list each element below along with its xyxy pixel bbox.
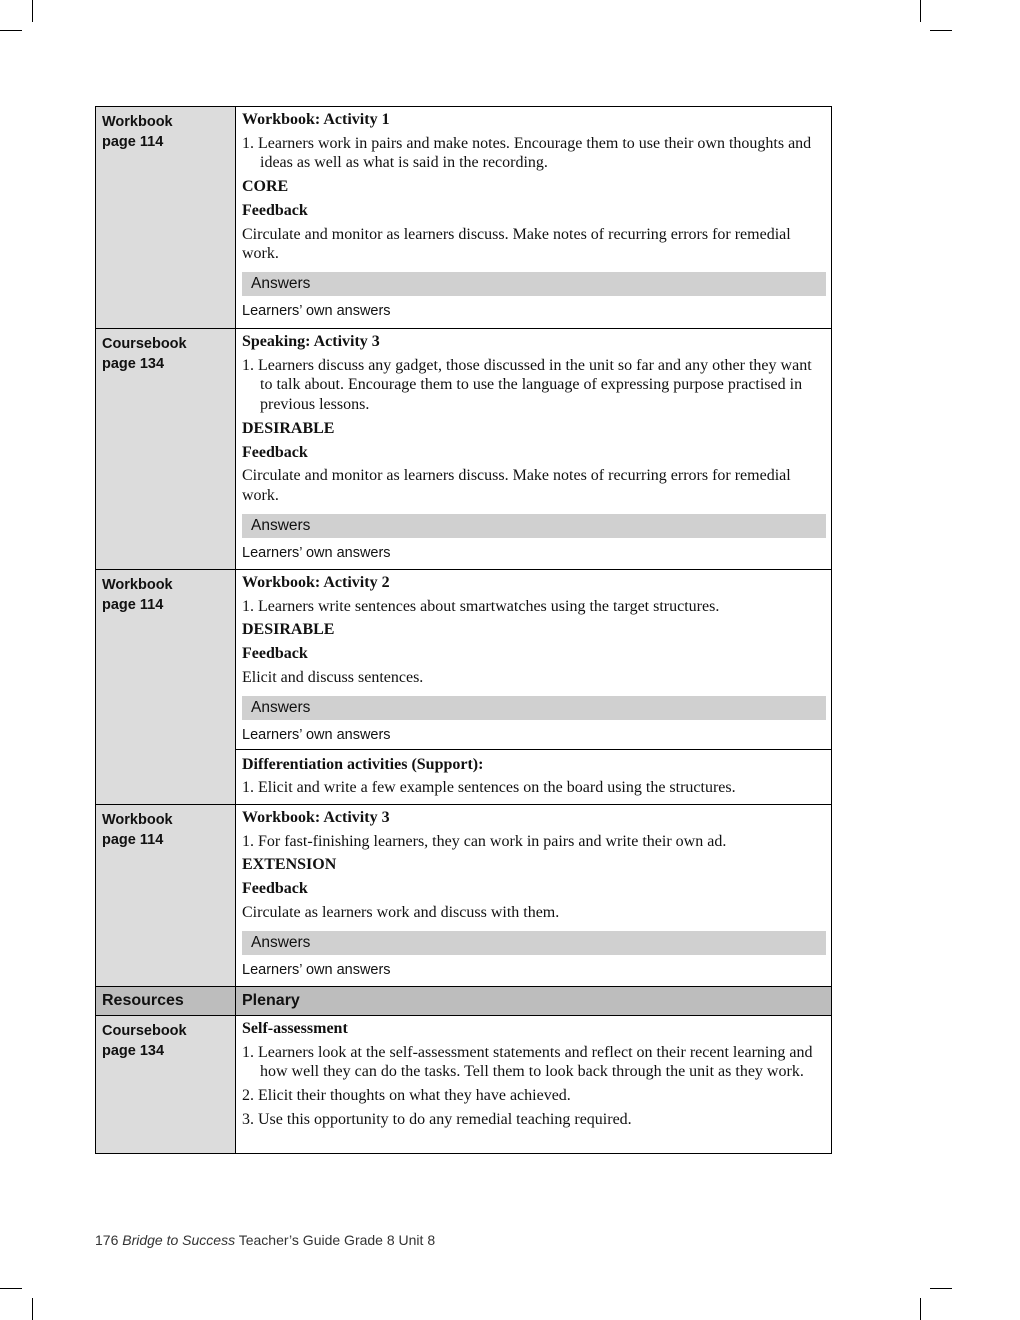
resource-name: Coursebook xyxy=(102,1023,187,1039)
resource-cell xyxy=(96,570,236,804)
activity-title: Workbook: Activity 1 xyxy=(242,111,390,128)
page-number: 176 xyxy=(95,1232,119,1248)
answers-bar: Answers xyxy=(242,931,826,955)
level-label: DESIRABLE xyxy=(242,419,335,437)
activity-title: Speaking: Activity 3 xyxy=(242,333,380,350)
resource-page: page 134 xyxy=(102,1043,165,1059)
activity-step: 1. Learners look at the self-assessment statements and reflect on their recent learning and how well they can do the tasks. Tell them to look back through the unit as they work. xyxy=(242,1043,813,1081)
resource-cell xyxy=(96,805,236,986)
activity-step: 1. Learners work in pairs and make notes. Encourage them to use their own thoughts and ideas as well as what is said in the recording. xyxy=(242,134,812,172)
crop-mark xyxy=(920,1298,921,1320)
activity-cell xyxy=(236,107,831,328)
activity-step: 3. Use this opportunity to do any remedial teaching required. xyxy=(242,1110,632,1128)
section-header-row xyxy=(96,986,831,1015)
level-label: DESIRABLE xyxy=(242,621,335,639)
table-row xyxy=(96,107,831,328)
activity-cell xyxy=(236,805,831,986)
resource-page: page 114 xyxy=(102,134,164,150)
crop-mark xyxy=(32,1298,33,1320)
activity-step: 1. Learners write sentences about smartwatches using the target structures. xyxy=(242,597,720,615)
differentiation-box xyxy=(236,749,831,804)
feedback-heading: Feedback xyxy=(242,880,308,898)
activity-cell xyxy=(236,1016,831,1153)
table-row xyxy=(96,1015,831,1153)
book-title: Bridge to Success xyxy=(122,1232,236,1248)
feedback-text: Circulate and monitor as learners discuss. Make notes of recurring errors for remedial work. xyxy=(242,467,791,504)
resource-name: Workbook xyxy=(102,114,173,130)
plenary-heading: Plenary xyxy=(236,987,831,1015)
activity-title: Workbook: Activity 3 xyxy=(242,809,390,826)
crop-mark xyxy=(32,0,33,22)
footer-subtitle: Teacher’s Guide Grade 8 Unit 8 xyxy=(238,1232,436,1248)
feedback-text: Circulate as learners work and discuss with them. xyxy=(242,903,560,921)
lesson-table xyxy=(95,106,832,1154)
resource-cell xyxy=(96,1016,236,1153)
feedback-heading: Feedback xyxy=(242,443,308,461)
resource-name: Workbook xyxy=(102,812,173,828)
page-footer xyxy=(95,1232,435,1248)
resources-heading: Resources xyxy=(96,987,236,1015)
level-label: EXTENSION xyxy=(242,856,337,874)
activity-cell xyxy=(236,329,831,569)
crop-mark xyxy=(930,30,952,31)
resource-name: Workbook xyxy=(102,577,173,593)
crop-mark xyxy=(930,1288,952,1289)
activity-step: 1. Learners discuss any gadget, those discussed in the unit so far and any other they want to talk about. Encourage them to use the language of expressing purpose practised in previous lessons. xyxy=(242,356,812,414)
table-row xyxy=(96,328,831,569)
resource-name: Coursebook xyxy=(102,336,187,352)
resource-page: page 114 xyxy=(102,597,164,613)
resource-page: page 134 xyxy=(102,356,165,372)
differentiation-step: 1. Elicit and write a few example sentences on the board using the structures. xyxy=(242,779,736,797)
answers-text: Learners’ own answers xyxy=(242,726,391,743)
feedback-heading: Feedback xyxy=(242,201,308,219)
crop-mark xyxy=(0,30,22,31)
resource-cell xyxy=(96,107,236,328)
resource-cell xyxy=(96,329,236,569)
answers-text: Learners’ own answers xyxy=(242,961,391,978)
activity-cell xyxy=(236,570,831,804)
crop-mark xyxy=(0,1288,22,1289)
crop-mark xyxy=(920,0,921,22)
table-row xyxy=(96,569,831,804)
differentiation-title: Differentiation activities (Support): xyxy=(242,755,484,773)
feedback-heading: Feedback xyxy=(242,645,308,663)
answers-bar: Answers xyxy=(242,272,826,296)
answers-bar: Answers xyxy=(242,696,826,720)
answers-text: Learners’ own answers xyxy=(242,544,391,561)
activity-step: 1. For fast-finishing learners, they can work in pairs and write their own ad. xyxy=(242,832,727,850)
activity-step: 2. Elicit their thoughts on what they have achieved. xyxy=(242,1087,571,1105)
level-label: CORE xyxy=(242,178,289,196)
answers-bar: Answers xyxy=(242,514,826,538)
activity-title: Self-assessment xyxy=(242,1020,348,1037)
feedback-text: Circulate and monitor as learners discuss. Make notes of recurring errors for remedial work. xyxy=(242,225,791,263)
answers-text: Learners’ own answers xyxy=(242,302,391,319)
resource-page: page 114 xyxy=(102,832,164,848)
table-row xyxy=(96,804,831,986)
feedback-text: Elicit and discuss sentences. xyxy=(242,668,424,686)
activity-title: Workbook: Activity 2 xyxy=(242,574,390,591)
